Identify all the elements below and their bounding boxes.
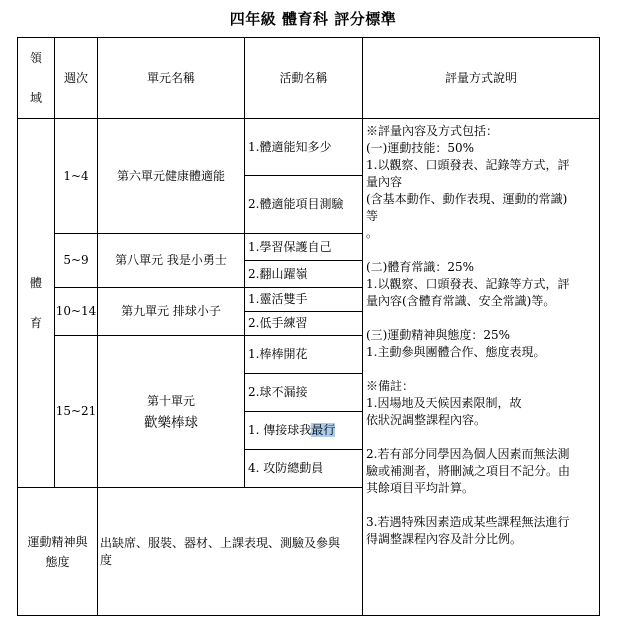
week-cell: 5~9	[55, 234, 98, 288]
grading-table	[17, 37, 600, 616]
week-cell: 15~21	[55, 336, 98, 488]
header-domain: 領 域	[18, 38, 55, 119]
activity-cell: 4. 攻防總動員	[245, 450, 363, 488]
header-row	[18, 38, 600, 119]
domain-cell: 體 育	[18, 119, 55, 488]
activity-cell: 2.球不漏接	[245, 374, 363, 412]
unit-name-cell: 第九單元 排球小子	[98, 288, 245, 336]
unit-name-cell: 第六單元健康體適能	[98, 119, 245, 234]
activity-cell: 2.翻山躍嶺	[245, 261, 363, 288]
header-week: 週次	[55, 38, 98, 119]
header-unit: 單元名稱	[98, 38, 245, 119]
unit-name-cell: 第十單元 歡樂棒球	[98, 336, 245, 488]
activity-cell: 1.棒棒開花	[245, 336, 363, 374]
activity-cell: 1. 傳接球我最行	[245, 412, 363, 450]
activity-cell: 2.體適能項目測驗	[245, 176, 363, 234]
unit-name-cell: 第八單元 我是小勇士	[98, 234, 245, 288]
activity-cell: 1.靈活雙手	[245, 288, 363, 312]
activity-cell: 1.體適能知多少	[245, 119, 363, 176]
header-evaluation: 評量方式說明	[363, 38, 600, 119]
highlighted-text: 最行	[311, 423, 336, 437]
spirit-content-cell: 出缺席、服裝、器材、上課表現、測驗及參與 度	[98, 488, 363, 616]
activity-cell: 2.低手練習	[245, 312, 363, 336]
activity-cell: 1.學習保護自己	[245, 234, 363, 261]
header-activity: 活動名稱	[245, 38, 363, 119]
page-title: 四年級 體育科 評分標準	[229, 10, 397, 28]
evaluation-cell: ※評量內容及方式包括： (一)運動技能：50% 1.以觀察、口頭發表、記錄等方式，評 量內容 (含基本動作、動作表現、運動的常識) 等 。 (二)體育常識：25% 1.以觀察、口頭發表、記錄等方式，評 量內容(含體育常識、安全常識)等。 (三)運動精神與態度：25% 1.主動參與團體合作、態度表現。 ※備註： 1.因場地及天候因素限制，故 依狀況調整課程內容。 2.若有部分同學因為個人因素而無法測 驗或補測者，將刪減之項目不記分。由 其餘項目平均計算。 3.若遇特殊因素造成某些課程無法進行 得調整課程內容及計分比例。	[363, 119, 600, 616]
spirit-label-cell: 運動精神與 態度	[18, 488, 98, 616]
table-row	[18, 119, 600, 176]
week-cell: 1~4	[55, 119, 98, 234]
week-cell: 10~14	[55, 288, 98, 336]
